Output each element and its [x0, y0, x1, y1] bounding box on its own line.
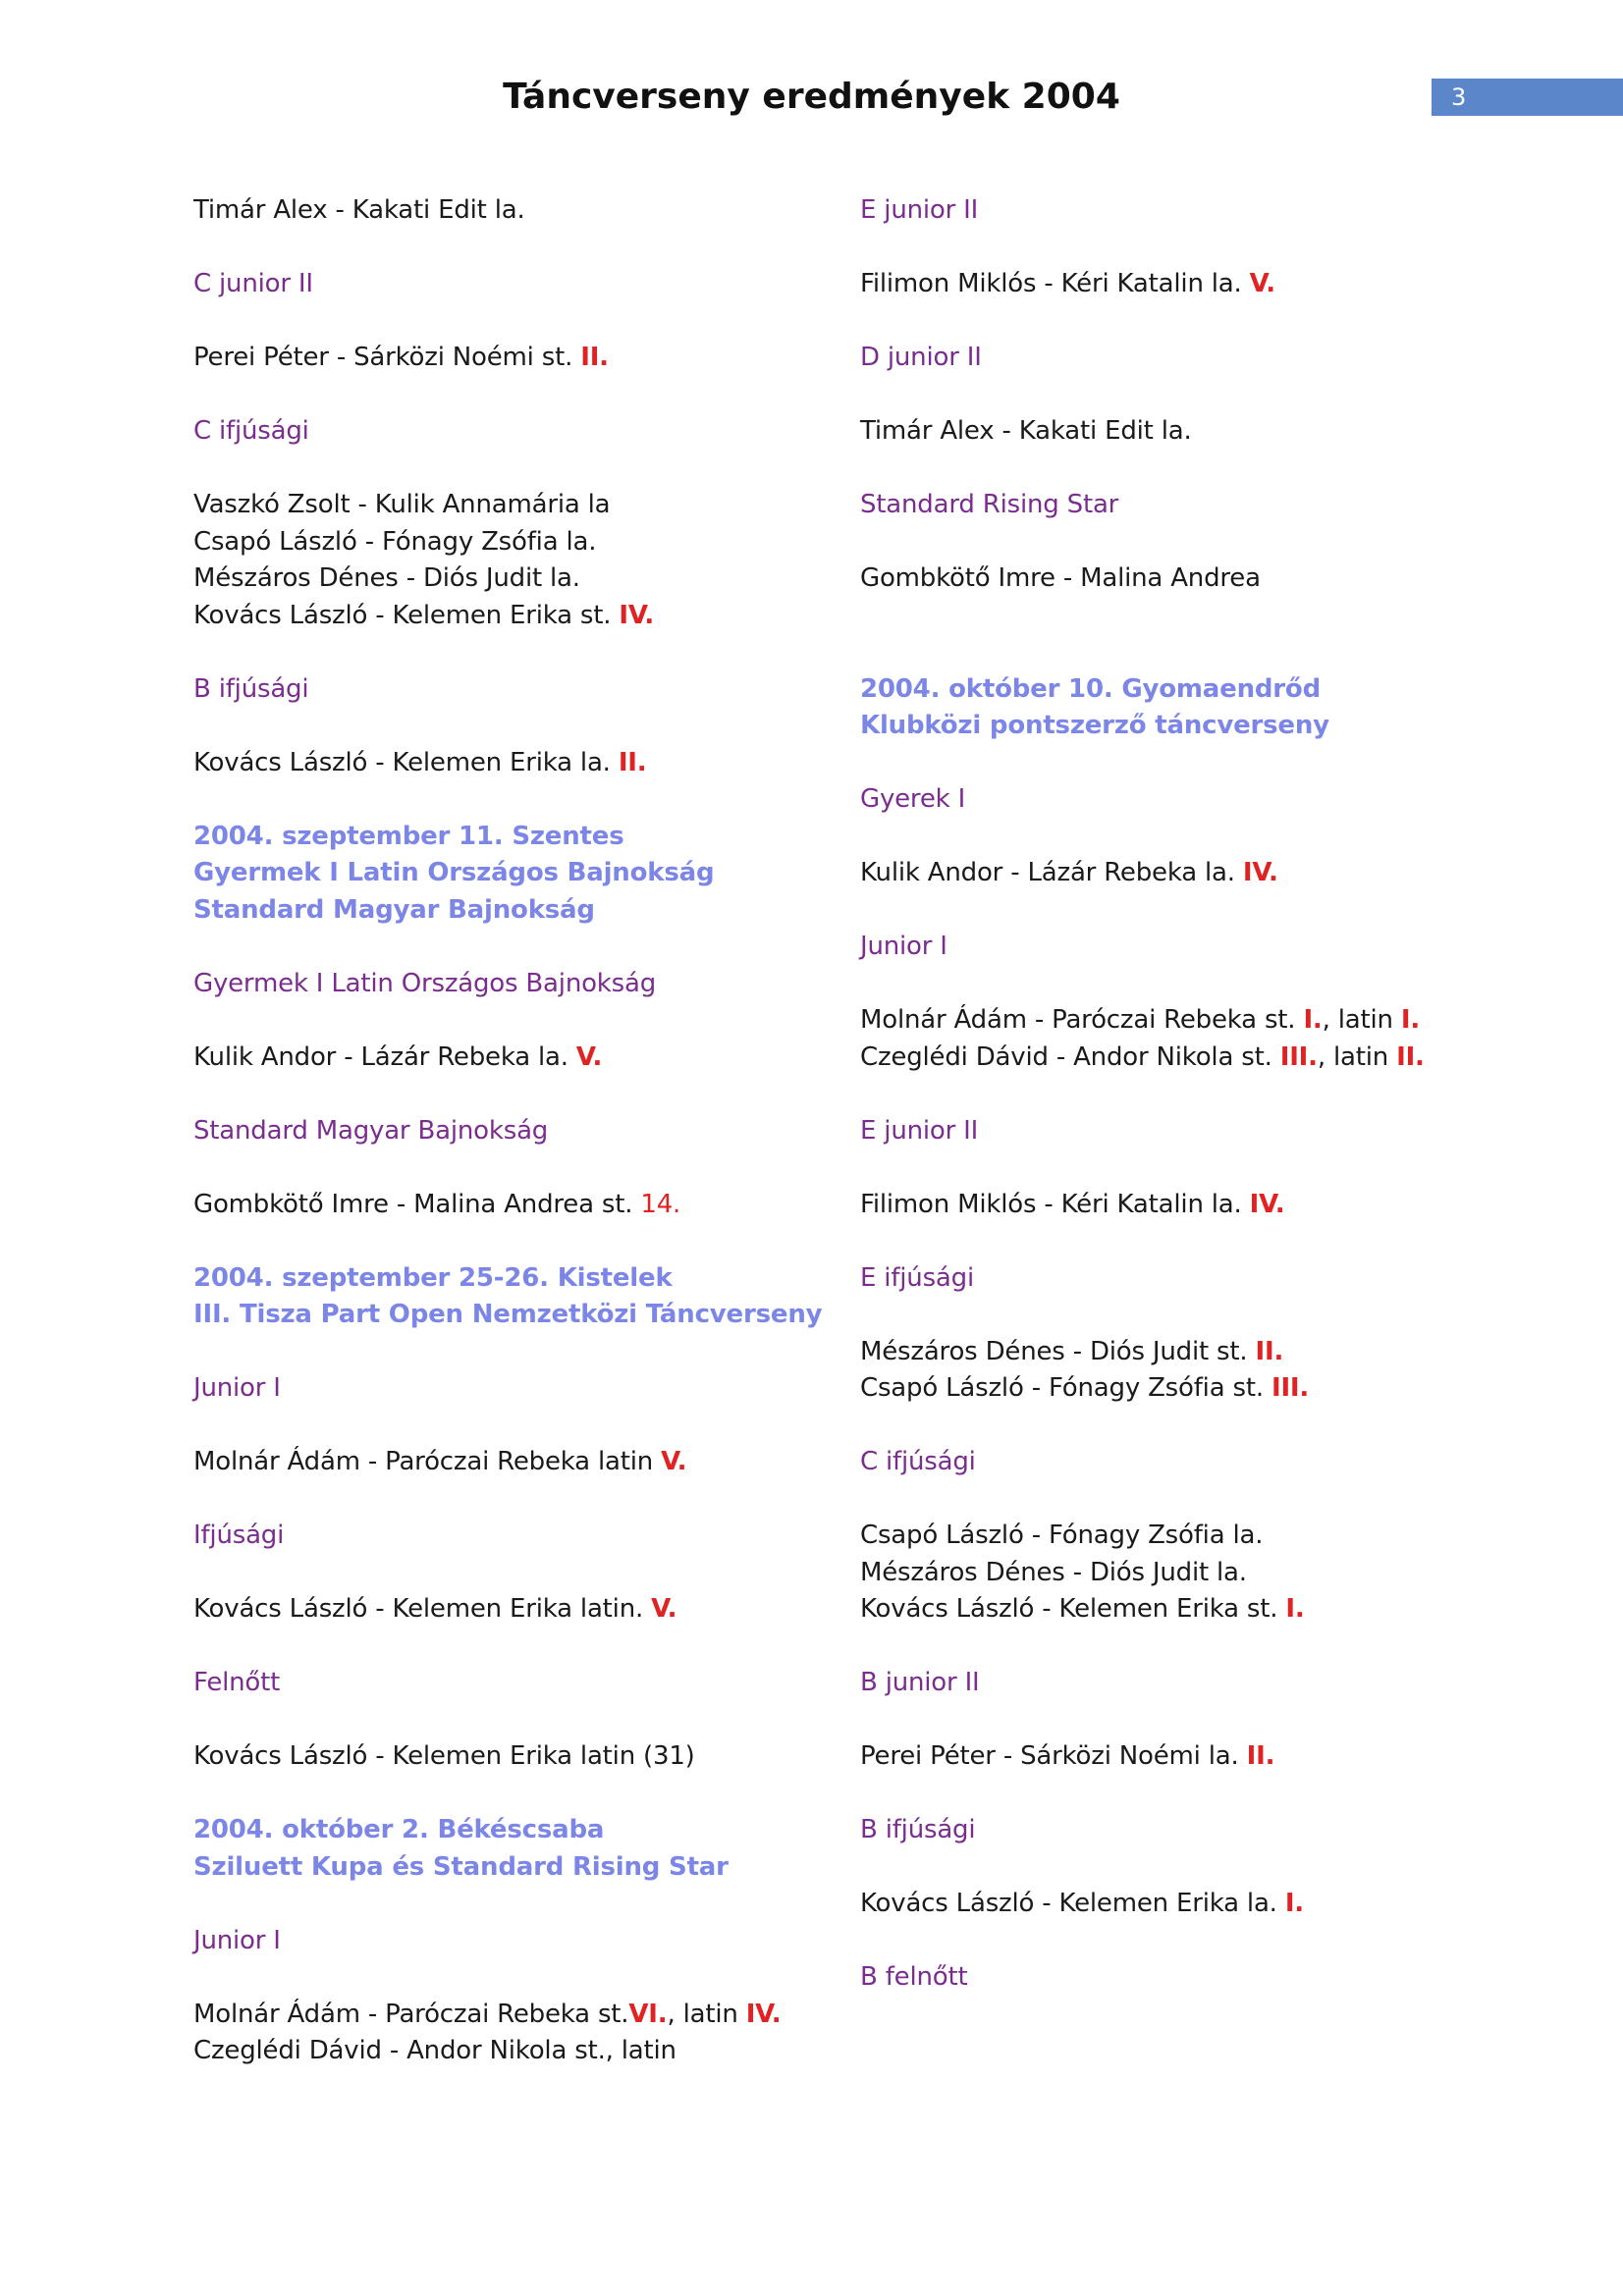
result-couple: Kovács László - Kelemen Erika st. [193, 600, 620, 630]
result-couple: Csapó László - Fónagy Zsófia la. [860, 1521, 1264, 1550]
result-couple: Vaszkó Zsolt - Kulik Annamária la [193, 490, 611, 519]
result-line [193, 1591, 822, 1629]
spacer [860, 230, 1547, 267]
category-heading: Felnőtt [193, 1668, 281, 1697]
result-line [193, 1444, 822, 1481]
result-line [860, 1886, 1547, 1923]
event-heading: Gyermek I Latin Országos Bajnokság [193, 858, 715, 887]
result-line [193, 561, 822, 598]
spacer [193, 1334, 822, 1371]
category-heading: Junior I [193, 1373, 281, 1403]
spacer [860, 598, 1547, 635]
result-line [860, 1738, 1547, 1776]
category-heading: B ifjúsági [860, 1815, 976, 1844]
result-line [860, 266, 1547, 303]
spacer [193, 1702, 822, 1739]
result-line [860, 1002, 1547, 1040]
result-line [860, 1040, 1547, 1077]
result-line [860, 855, 1547, 892]
result-line [860, 1591, 1547, 1629]
category-heading: Standard Rising Star [860, 490, 1119, 519]
spacer [860, 634, 1547, 671]
result-couple: Kovács László - Kelemen Erika la. [193, 747, 619, 777]
spacer [860, 892, 1547, 930]
result-couple: Filimon Miklós - Kéri Katalin la. [860, 269, 1250, 298]
category-heading: Standard Magyar Bajnokság [193, 1115, 549, 1146]
spacer [193, 303, 822, 341]
event-heading: Klubközi pontszerző táncverseny [860, 711, 1329, 740]
result-couple: Czeglédi Dávid - Andor Nikola st. [860, 1041, 1280, 1072]
result-couple: Molnár Ádám - Paróczai Rebeka st. [193, 1999, 629, 2029]
result-line [860, 1334, 1547, 1371]
event-heading: Sziluett Kupa és Standard Rising Star [193, 1851, 729, 1882]
result-line [193, 1738, 822, 1776]
spacer [860, 1223, 1547, 1260]
spacer [193, 929, 822, 966]
result-couple: Filimon Miklós - Kéri Katalin la. [860, 1189, 1250, 1219]
result-couple: Kulik Andor - Lázár Rebeka la. [860, 858, 1243, 887]
spacer [193, 1959, 822, 1997]
result-continuation: , latin [1317, 1041, 1397, 1072]
placement: III. [1271, 1373, 1310, 1403]
spacer [860, 966, 1547, 1003]
placement: III. [1279, 1041, 1318, 1072]
result-line [860, 1370, 1547, 1408]
spacer [860, 745, 1547, 782]
result-couple: Mészáros Dénes - Diós Judit la. [193, 563, 580, 593]
result-couple: Czeglédi Dávid - Andor Nikola st., latin [193, 2036, 676, 2065]
category-heading: B ifjúsági [193, 673, 309, 704]
spacer [193, 1629, 822, 1666]
result-line [860, 413, 1547, 451]
result-couple: Kovács László - Kelemen Erika latin (31) [193, 1741, 695, 1771]
result-couple: Mészáros Dénes - Diós Judit la. [860, 1557, 1247, 1587]
spacer [193, 377, 822, 414]
result-line [193, 2033, 822, 2070]
placement: V. [651, 1594, 677, 1624]
spacer [860, 1629, 1547, 1666]
category-heading: D junior II [860, 343, 982, 372]
result-couple: Perei Péter - Sárközi Noémi st. [193, 343, 581, 372]
result-line [193, 524, 822, 561]
result-couple: Mészáros Dénes - Diós Judit st. [860, 1336, 1256, 1366]
spacer [193, 1002, 822, 1040]
placement: VI. [628, 1999, 668, 2029]
page-title: Táncverseny eredmények 2004 [503, 77, 1120, 117]
result-couple: Gombkötő Imre - Malina Andrea st. [193, 1189, 641, 1219]
result-couple: Timár Alex - Kakati Edit la. [860, 416, 1192, 446]
result-line [193, 1040, 822, 1077]
event-heading: 2004. szeptember 11. Szentes [193, 821, 624, 851]
result-couple: Molnár Ádám - Paróczai Rebeka latin [193, 1447, 662, 1476]
event-heading: 2004. október 10. Gyomaendrőd [860, 673, 1322, 704]
placement: II. [580, 343, 609, 372]
spacer [860, 1702, 1547, 1739]
category-heading: B junior II [860, 1668, 980, 1697]
category-heading: Junior I [193, 1925, 281, 1955]
category-heading: E junior II [860, 1115, 979, 1146]
result-line [193, 745, 822, 782]
spacer [860, 1849, 1547, 1887]
spacer [193, 1555, 822, 1592]
spacer [860, 1297, 1547, 1334]
spacer [860, 377, 1547, 414]
result-couple: Kovács László - Kelemen Erika st. [860, 1594, 1286, 1624]
event-heading: Standard Magyar Bajnokság [193, 894, 595, 925]
result-line [860, 561, 1547, 598]
placement: V. [1249, 269, 1275, 298]
spacer [860, 1923, 1547, 1960]
spacer [193, 1076, 822, 1113]
spacer [860, 1776, 1547, 1813]
spacer [193, 1223, 822, 1260]
result-line [193, 1997, 822, 2034]
category-heading: Junior I [860, 932, 947, 961]
placement: V. [575, 1041, 603, 1072]
category-heading: Gyermek I Latin Országos Bajnokság [193, 968, 657, 998]
result-line [860, 1555, 1547, 1592]
placement: V. [661, 1447, 687, 1476]
result-couple: Timár Alex - Kakati Edit la. [193, 195, 525, 225]
result-line [860, 1187, 1547, 1224]
result-continuation: , latin [1322, 1005, 1401, 1035]
result-couple: Molnár Ádám - Paróczai Rebeka st. [860, 1005, 1304, 1035]
result-couple: Csapó László - Fónagy Zsófia st. [860, 1373, 1271, 1403]
placement: IV. [745, 1999, 782, 2029]
placement: IV. [1242, 858, 1278, 887]
result-line [193, 1187, 822, 1224]
event-heading: 2004. szeptember 25-26. Kistelek [193, 1262, 673, 1293]
spacer [193, 634, 822, 671]
category-heading: Gyerek I [860, 784, 966, 814]
result-line [860, 1518, 1547, 1555]
left-column [193, 192, 822, 2070]
placement: 14. [640, 1189, 681, 1219]
category-heading: B felnőtt [860, 1962, 968, 1992]
spacer [193, 451, 822, 488]
event-heading: III. Tisza Part Open Nemzetközi Táncverseny [193, 1300, 823, 1329]
category-heading: E junior II [860, 195, 979, 225]
result-line [193, 598, 822, 635]
placement: II. [1246, 1741, 1275, 1771]
spacer [193, 1481, 822, 1519]
result-line [193, 487, 822, 524]
placement: IV. [1249, 1189, 1285, 1219]
spacer [860, 524, 1547, 561]
placement: I. [1400, 1005, 1420, 1035]
result-couple: Kovács László - Kelemen Erika latin. [193, 1594, 652, 1624]
result-couple: Perei Péter - Sárközi Noémi la. [860, 1741, 1247, 1771]
placement: I. [1303, 1005, 1323, 1035]
result-couple: Kovács László - Kelemen Erika la. [860, 1889, 1285, 1918]
category-heading: C ifjúsági [193, 416, 309, 446]
page-number-badge: 3 [1432, 79, 1623, 116]
category-heading: Ifjúsági [193, 1521, 285, 1550]
placement: II. [1396, 1041, 1425, 1072]
category-heading: E ifjúsági [860, 1262, 974, 1293]
placement: II. [1255, 1336, 1284, 1366]
placement: I. [1285, 1594, 1305, 1624]
spacer [860, 303, 1547, 341]
result-couple: Csapó László - Fónagy Zsófia la. [193, 526, 597, 557]
spacer [193, 1149, 822, 1187]
spacer [193, 1776, 822, 1813]
placement: I. [1284, 1889, 1304, 1918]
result-couple: Gombkötő Imre - Malina Andrea [860, 563, 1261, 593]
result-line [193, 340, 822, 377]
result-couple: Kulik Andor - Lázár Rebeka la. [193, 1041, 576, 1072]
category-heading: C junior II [193, 269, 313, 298]
spacer [193, 1408, 822, 1445]
placement: II. [618, 747, 647, 777]
spacer [193, 1886, 822, 1923]
event-heading: 2004. október 2. Békéscsaba [193, 1815, 605, 1844]
result-continuation: , latin [667, 1999, 746, 2029]
spacer [860, 1408, 1547, 1445]
spacer [193, 230, 822, 267]
category-heading: C ifjúsági [860, 1447, 976, 1476]
spacer [193, 781, 822, 819]
spacer [860, 1149, 1547, 1187]
placement: IV. [619, 600, 655, 630]
spacer [860, 1481, 1547, 1519]
result-line [193, 192, 822, 230]
spacer [860, 451, 1547, 488]
right-column [860, 192, 1547, 1997]
spacer [193, 708, 822, 745]
spacer [860, 1076, 1547, 1113]
spacer [860, 819, 1547, 856]
